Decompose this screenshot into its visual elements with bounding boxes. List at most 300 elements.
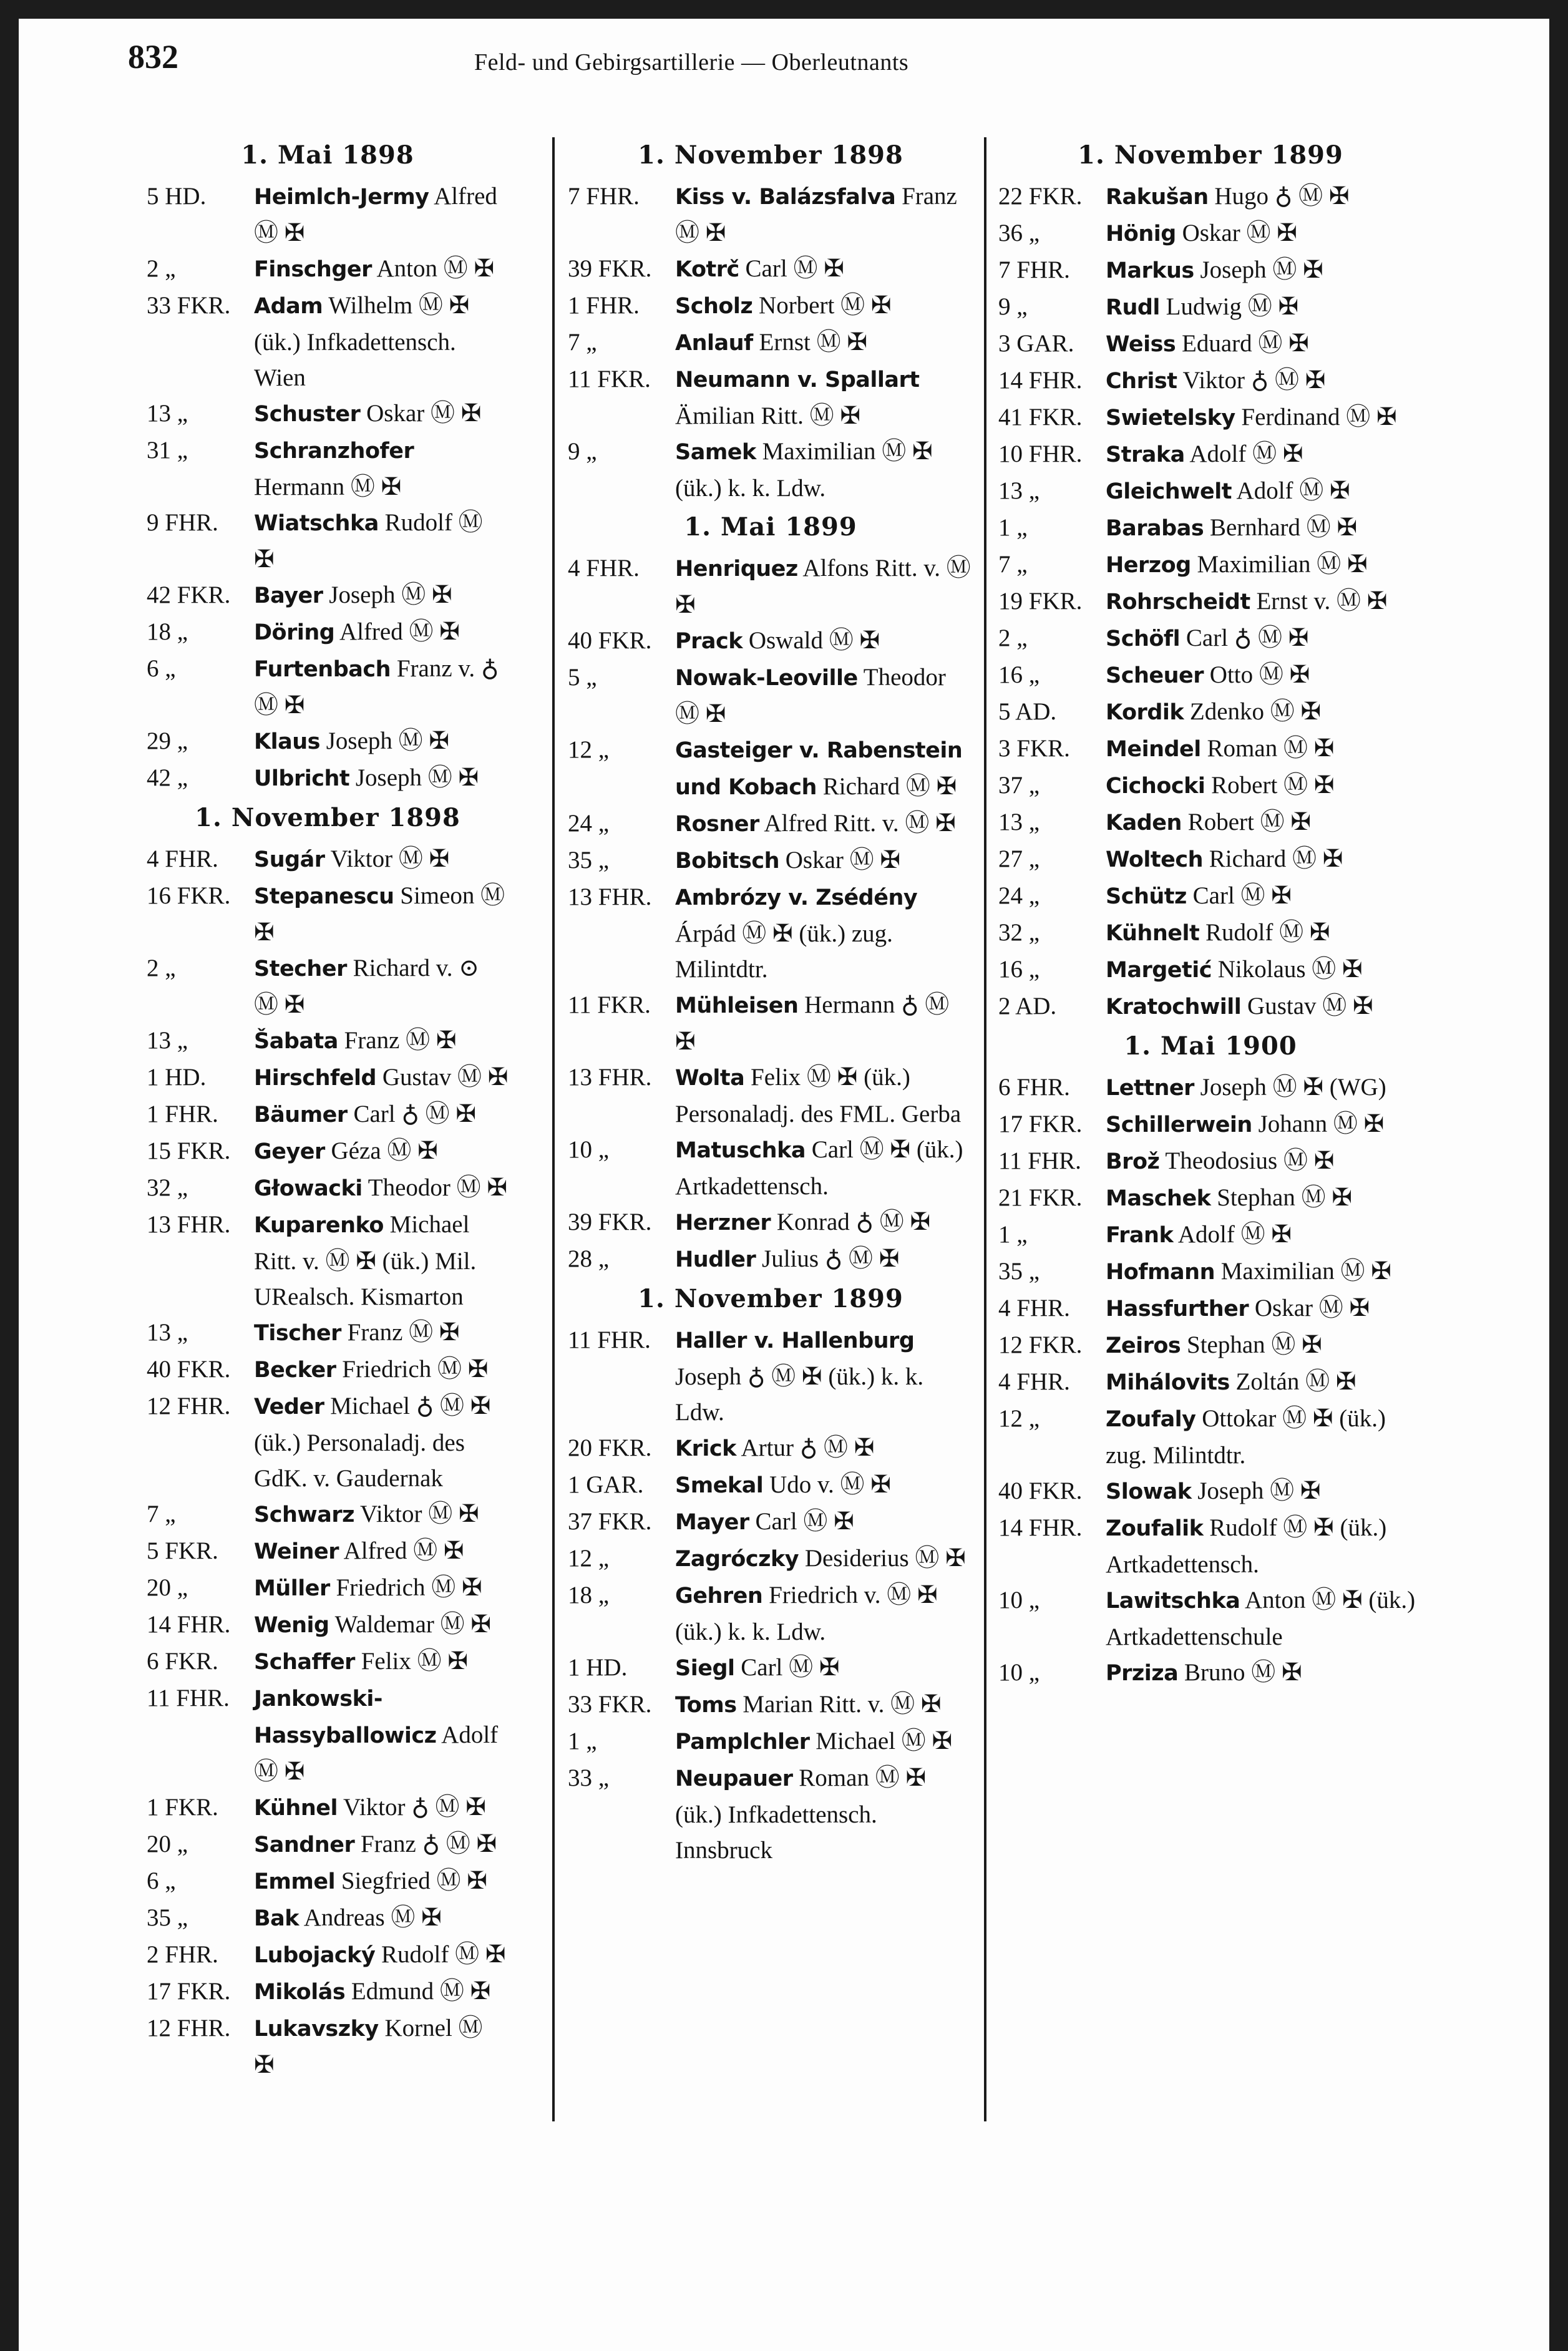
regiment-number: 1 „ bbox=[998, 514, 1028, 541]
officer-details: Artur ♁ Ⓜ ✠ bbox=[741, 1434, 875, 1461]
officer-surname: Scholz bbox=[675, 294, 753, 319]
regiment-number: 6 „ bbox=[147, 1867, 176, 1894]
officer-entry bbox=[998, 178, 1423, 215]
officer-details: Julius ♁ Ⓜ ✠ bbox=[762, 1245, 900, 1272]
officer-surname: Heimlch-Jermy bbox=[254, 185, 429, 210]
regiment-number: 13 FHR. bbox=[568, 883, 652, 910]
officer-entry bbox=[568, 361, 973, 434]
officer-entry bbox=[998, 473, 1423, 510]
regiment-number: 42 FKR. bbox=[147, 582, 231, 608]
officer-details: Hugo ♁ Ⓜ ✠ bbox=[1214, 183, 1350, 210]
officer-entry bbox=[147, 1059, 509, 1096]
officer-entry bbox=[568, 842, 973, 879]
section-heading: 1. November 1898 bbox=[195, 803, 460, 832]
officer-surname: Šabata bbox=[254, 1029, 338, 1054]
officer-details: Alfons Ritt. v. Ⓜ ✠ bbox=[675, 555, 971, 618]
officer-surname: Hönig bbox=[1106, 221, 1176, 246]
regiment-number: 2 „ bbox=[998, 625, 1028, 651]
officer-surname: Lubojacký bbox=[254, 1943, 376, 1968]
regiment-number: 7 FHR. bbox=[998, 256, 1070, 283]
regiment-number: 40 FKR. bbox=[568, 627, 652, 654]
regiment-number: 1 FKR. bbox=[147, 1794, 218, 1821]
regiment-number: 1 GAR. bbox=[568, 1471, 644, 1498]
regiment-number: 4 FHR. bbox=[998, 1368, 1070, 1395]
officer-surname: Herzner bbox=[675, 1210, 771, 1235]
officer-details: Wilhelm Ⓜ ✠ (ük.) Infkadettensch. Wien bbox=[254, 292, 470, 391]
regiment-number: 35 „ bbox=[147, 1904, 188, 1931]
officer-details: Carl ♁ Ⓜ ✠ bbox=[1186, 625, 1309, 651]
regiment-number: 7 FHR. bbox=[568, 183, 640, 210]
officer-surname: Prziza bbox=[1106, 1661, 1179, 1686]
officer-surname: Klaus bbox=[254, 729, 320, 754]
officer-surname: Woltech bbox=[1106, 847, 1204, 872]
officer-details: Adolf Ⓜ ✠ bbox=[1177, 1221, 1292, 1248]
regiment-number: 7 „ bbox=[998, 551, 1028, 578]
officer-details: Carl Ⓜ ✠ bbox=[1192, 882, 1292, 909]
officer-details: Friedrich Ⓜ ✠ bbox=[342, 1356, 489, 1383]
regiment-number: 4 FHR. bbox=[147, 845, 218, 872]
officer-details: Konrad ♁ Ⓜ ✠ bbox=[776, 1209, 931, 1235]
officer-surname: Kotrč bbox=[675, 257, 739, 282]
regiment-number: 9 „ bbox=[568, 438, 597, 465]
regiment-number: 16 „ bbox=[998, 661, 1040, 688]
officer-entry bbox=[568, 1504, 973, 1541]
officer-entry bbox=[568, 1204, 973, 1241]
regiment-number: 1 „ bbox=[998, 1221, 1028, 1248]
officer-surname: Kaden bbox=[1106, 810, 1182, 835]
column-divider bbox=[984, 137, 986, 2121]
officer-surname: Weiss bbox=[1106, 332, 1176, 357]
regiment-number: 11 FKR. bbox=[568, 366, 651, 392]
officer-entry bbox=[998, 363, 1423, 399]
officer-entry bbox=[998, 1069, 1423, 1106]
officer-entry bbox=[998, 620, 1423, 657]
officer-details: Oswald Ⓜ ✠ bbox=[748, 627, 880, 654]
regiment-number: 3 GAR. bbox=[998, 330, 1074, 357]
officer-surname: Finschger bbox=[254, 257, 372, 282]
officer-details: Adolf Ⓜ ✠ bbox=[1236, 477, 1350, 504]
officer-details: Richard Ⓜ ✠ bbox=[1209, 845, 1343, 872]
regiment-number: 2 AD. bbox=[998, 993, 1057, 1020]
officer-surname: Kuparenko bbox=[254, 1213, 384, 1238]
officer-surname: Prack bbox=[675, 629, 743, 654]
officer-details: Viktor Ⓜ ✠ bbox=[360, 1501, 479, 1527]
regiment-number: 13 „ bbox=[147, 400, 188, 427]
regiment-number: 39 FKR. bbox=[568, 255, 652, 282]
regiment-number: 13 „ bbox=[998, 477, 1040, 504]
officer-details: Anton Ⓜ ✠ bbox=[376, 255, 495, 282]
regiment-number: 15 FKR. bbox=[147, 1137, 231, 1164]
column-divider bbox=[552, 137, 555, 2121]
regiment-number: 4 FHR. bbox=[998, 1295, 1070, 1322]
officer-entry bbox=[147, 1789, 509, 1826]
officer-details: Ämilian Ritt. Ⓜ ✠ bbox=[675, 402, 861, 429]
officer-details: Oskar Ⓜ ✠ bbox=[785, 847, 901, 874]
officer-entry bbox=[147, 1937, 509, 1974]
officer-details: Carl Ⓜ ✠ (ük.) Artkadettensch. bbox=[675, 1136, 963, 1200]
officer-surname: Anlauf bbox=[675, 331, 753, 356]
regiment-number: 12 „ bbox=[998, 1405, 1040, 1432]
officer-entry bbox=[568, 1577, 973, 1650]
officer-surname: Tischer bbox=[254, 1321, 341, 1346]
officer-details: Ottokar Ⓜ ✠ (ük.) zug. Milintdtr. bbox=[1106, 1405, 1386, 1469]
regiment-number: 28 „ bbox=[568, 1245, 610, 1272]
officer-surname: Samek bbox=[675, 440, 756, 465]
officer-details: Oskar Ⓜ ✠ bbox=[1254, 1295, 1370, 1322]
officer-details: Joseph Ⓜ ✠ bbox=[355, 764, 479, 791]
officer-surname: Nowak-Leoville bbox=[675, 666, 858, 691]
officer-surname: Smekal bbox=[675, 1473, 764, 1498]
officer-details: Norbert Ⓜ ✠ bbox=[759, 292, 892, 319]
officer-details: Rudolf Ⓜ ✠ bbox=[381, 1941, 506, 1968]
officer-details: Johann Ⓜ ✠ bbox=[1258, 1111, 1385, 1137]
officer-surname: Gleichwelt bbox=[1106, 479, 1232, 504]
regiment-number: 2 „ bbox=[147, 255, 176, 282]
officer-surname: Bobitsch bbox=[675, 849, 780, 874]
officer-surname: Pamplchler bbox=[675, 1730, 810, 1755]
officer-details: Roman Ⓜ ✠ bbox=[1207, 735, 1335, 762]
regiment-number: 36 „ bbox=[998, 220, 1040, 246]
column-2 bbox=[568, 134, 973, 1868]
regiment-number: 27 „ bbox=[998, 845, 1040, 872]
officer-entry bbox=[147, 1096, 509, 1133]
officer-details: Desiderius Ⓜ ✠ bbox=[804, 1545, 966, 1572]
regiment-number: 1 FHR. bbox=[568, 292, 640, 319]
officer-entry bbox=[568, 1541, 973, 1577]
officer-surname: Becker bbox=[254, 1358, 336, 1383]
regiment-number: 37 „ bbox=[998, 772, 1040, 799]
officer-surname: Henriquez bbox=[675, 557, 798, 582]
officer-surname: Kühnel bbox=[254, 1796, 338, 1821]
officer-surname: Adam bbox=[254, 294, 323, 319]
officer-details: Franz ♁ Ⓜ ✠ bbox=[360, 1831, 497, 1857]
officer-surname: Matuschka bbox=[675, 1138, 806, 1163]
officer-entry bbox=[568, 178, 973, 251]
officer-entry bbox=[568, 1687, 973, 1723]
scan-border-top bbox=[0, 0, 1568, 19]
officer-surname: Kiss v. Balázsfalva bbox=[675, 185, 896, 210]
officer-details: Géza Ⓜ ✠ bbox=[331, 1137, 438, 1164]
officer-surname: Maschek bbox=[1106, 1186, 1211, 1211]
running-head: Feld- und Gebirgsartillerie — Oberleutnants bbox=[474, 49, 909, 75]
officer-details: Robert Ⓜ ✠ bbox=[1187, 809, 1312, 835]
officer-details: Michael ♁ Ⓜ ✠ (ük.) Personaladj. des GdK. v. Gaudernak bbox=[254, 1393, 491, 1492]
officer-entry bbox=[998, 510, 1423, 547]
officer-surname: Hirschfeld bbox=[254, 1066, 377, 1091]
regiment-number: 33 „ bbox=[568, 1764, 610, 1791]
officer-details: Gustav Ⓜ ✠ bbox=[382, 1064, 509, 1091]
officer-details: Rudolf Ⓜ ✠ bbox=[254, 509, 483, 573]
officer-entry bbox=[998, 767, 1423, 804]
officer-entry bbox=[998, 1655, 1423, 1691]
officer-surname: Mühleisen bbox=[675, 993, 799, 1018]
officer-entry bbox=[147, 1388, 509, 1496]
officer-entry bbox=[568, 324, 973, 361]
regiment-number: 19 FKR. bbox=[998, 588, 1083, 615]
officer-details: Theodor Ⓜ ✠ bbox=[675, 664, 946, 728]
officer-surname: Mikolás bbox=[254, 1980, 346, 2005]
officer-surname: Sugár bbox=[254, 847, 325, 872]
regiment-number: 11 FHR. bbox=[147, 1685, 230, 1711]
section-heading: 1. November 1899 bbox=[638, 1284, 903, 1313]
officer-surname: Lukavszky bbox=[254, 2017, 379, 2042]
officer-details: Stephan Ⓜ ✠ bbox=[1217, 1184, 1353, 1211]
officer-surname: Bak bbox=[254, 1906, 299, 1931]
regiment-number: 12 FHR. bbox=[147, 1393, 231, 1419]
officer-entry bbox=[568, 1132, 973, 1204]
scan-border-right bbox=[1549, 0, 1568, 2351]
officer-details: Kornel Ⓜ ✠ bbox=[254, 2015, 483, 2078]
regiment-number: 42 „ bbox=[147, 764, 188, 791]
officer-details: Rudolf Ⓜ ✠ (ük.) Artkadettensch. bbox=[1106, 1514, 1387, 1578]
officer-surname: Ambrózy v. Zsédény bbox=[675, 885, 918, 910]
regiment-number: 40 FKR. bbox=[147, 1356, 231, 1383]
officer-details: Hermann ♁ Ⓜ ✠ bbox=[675, 991, 950, 1055]
officer-details: Friedrich v. Ⓜ ✠ (ük.) k. k. Ldw. bbox=[675, 1582, 938, 1645]
column-3 bbox=[998, 134, 1423, 1691]
officer-entry bbox=[998, 1217, 1423, 1253]
regiment-number: 6 FKR. bbox=[147, 1648, 218, 1675]
officer-details: Maximilian Ⓜ ✠ bbox=[1197, 551, 1368, 578]
officer-surname: Margetić bbox=[1106, 958, 1212, 983]
officer-entry bbox=[568, 251, 973, 288]
regiment-number: 7 „ bbox=[147, 1501, 176, 1527]
officer-surname: Stepanescu bbox=[254, 884, 394, 909]
regiment-number: 10 FHR. bbox=[998, 441, 1083, 467]
regiment-number: 2 FHR. bbox=[147, 1941, 218, 1968]
officer-details: Viktor ♁ Ⓜ ✠ bbox=[343, 1794, 486, 1821]
officer-entry bbox=[147, 1533, 509, 1570]
officer-surname: Gasteiger v. Rabenstein und Kobach bbox=[675, 738, 963, 800]
officer-details: Richard Ⓜ ✠ bbox=[822, 773, 957, 800]
officer-details: Ernst v. Ⓜ ✠ bbox=[1256, 588, 1388, 615]
officer-entry bbox=[147, 760, 509, 797]
officer-entry bbox=[147, 1826, 509, 1863]
officer-details: Adolf Ⓜ ✠ bbox=[254, 1721, 499, 1785]
officer-entry bbox=[568, 434, 973, 506]
officer-details: Roman Ⓜ ✠ (ük.) Infkadettensch. Innsbruck bbox=[675, 1764, 927, 1864]
officer-entry bbox=[147, 1570, 509, 1607]
officer-entry bbox=[998, 694, 1423, 731]
officer-entry bbox=[147, 1133, 509, 1170]
officer-entry bbox=[998, 289, 1423, 326]
officer-details: Zdenko Ⓜ ✠ bbox=[1189, 698, 1322, 725]
officer-entry bbox=[147, 1974, 509, 2010]
officer-details: Edmund Ⓜ ✠ bbox=[351, 1978, 491, 2005]
regiment-number: 13 FHR. bbox=[147, 1211, 231, 1238]
officer-surname: Veder bbox=[254, 1395, 324, 1419]
officer-details: Waldemar Ⓜ ✠ bbox=[334, 1611, 492, 1638]
officer-details: Michael Ⓜ ✠ bbox=[816, 1728, 953, 1755]
officer-entry bbox=[998, 915, 1423, 952]
regiment-number: 10 „ bbox=[568, 1136, 610, 1163]
regiment-number: 9 FHR. bbox=[147, 509, 218, 536]
officer-details: Alfred Ritt. v. Ⓜ ✠ bbox=[764, 810, 956, 837]
officer-entry bbox=[998, 1180, 1423, 1217]
officer-details: Ernst Ⓜ ✠ bbox=[759, 329, 868, 356]
officer-entry bbox=[568, 987, 973, 1059]
officer-surname: Neumann v. Spallart bbox=[675, 367, 920, 392]
officer-entry bbox=[568, 1650, 973, 1687]
officer-entry bbox=[998, 326, 1423, 363]
officer-entry bbox=[147, 1643, 509, 1680]
regiment-number: 6 FHR. bbox=[998, 1074, 1070, 1101]
officer-details: Franz Ⓜ ✠ bbox=[675, 183, 957, 246]
officer-surname: Mayer bbox=[675, 1510, 749, 1535]
officer-entry bbox=[998, 583, 1423, 620]
regiment-number: 13 FHR. bbox=[568, 1064, 652, 1091]
officer-details: Anton Ⓜ ✠ (ük.) Artkadettenschule bbox=[1106, 1587, 1416, 1650]
officer-surname: Rakušan bbox=[1106, 185, 1209, 210]
regiment-number: 12 „ bbox=[568, 1545, 610, 1572]
officer-entry bbox=[147, 614, 509, 651]
regiment-number: 5 AD. bbox=[998, 698, 1057, 725]
regiment-number: 11 FKR. bbox=[568, 991, 651, 1018]
officer-entry bbox=[147, 432, 509, 505]
regiment-number: 13 „ bbox=[147, 1319, 188, 1346]
officer-surname: Krick bbox=[675, 1436, 736, 1461]
officer-entry bbox=[147, 1863, 509, 1900]
officer-entry bbox=[147, 505, 509, 577]
officer-surname: Schöfl bbox=[1106, 626, 1181, 651]
regiment-number: 24 „ bbox=[998, 882, 1040, 909]
regiment-number: 13 „ bbox=[147, 1027, 188, 1054]
officer-entry bbox=[568, 1723, 973, 1760]
officer-details: Carl Ⓜ ✠ bbox=[755, 1508, 854, 1535]
officer-details: Siegfried Ⓜ ✠ bbox=[341, 1867, 487, 1894]
officer-details: Bernhard Ⓜ ✠ bbox=[1209, 514, 1358, 541]
officer-details: Carl Ⓜ ✠ bbox=[741, 1654, 840, 1681]
officer-surname: Meindel bbox=[1106, 737, 1201, 762]
officer-entry bbox=[998, 657, 1423, 694]
regiment-number: 32 „ bbox=[147, 1174, 188, 1201]
officer-entry bbox=[147, 1496, 509, 1533]
regiment-number: 16 FKR. bbox=[147, 882, 231, 909]
officer-details: Hermann Ⓜ ✠ bbox=[254, 474, 402, 500]
officer-details: Richard v. ⊙ Ⓜ ✠ bbox=[254, 955, 479, 1018]
officer-details: Franz Ⓜ ✠ bbox=[347, 1319, 460, 1346]
officer-details: Oskar Ⓜ ✠ bbox=[366, 400, 482, 427]
officer-entry bbox=[998, 1290, 1423, 1327]
officer-entry bbox=[998, 1364, 1423, 1401]
officer-surname: Wenig bbox=[254, 1613, 329, 1638]
officer-surname: Christ bbox=[1106, 369, 1177, 394]
officer-details: Joseph ♁ Ⓜ ✠ (ük.) k. k. Ldw. bbox=[675, 1363, 924, 1426]
officer-details: Joseph Ⓜ ✠ bbox=[1200, 256, 1323, 283]
officer-entry bbox=[147, 1607, 509, 1643]
officer-entry bbox=[998, 1106, 1423, 1143]
officer-surname: Toms bbox=[675, 1693, 737, 1718]
regiment-number: 40 FKR. bbox=[998, 1477, 1083, 1504]
officer-entry bbox=[568, 1760, 973, 1868]
officer-details: Maximilian Ⓜ ✠ bbox=[1220, 1258, 1391, 1285]
regiment-number: 5 „ bbox=[568, 664, 597, 691]
regiment-number: 9 „ bbox=[998, 293, 1028, 320]
officer-entry bbox=[998, 1510, 1423, 1582]
section-heading: 1. November 1898 bbox=[638, 140, 903, 170]
officer-surname: Haller v. Hallenburg bbox=[675, 1328, 915, 1353]
officer-surname: Głowacki bbox=[254, 1176, 363, 1201]
officer-surname: Döring bbox=[254, 620, 335, 645]
officer-entry bbox=[998, 1582, 1423, 1655]
officer-surname: Schaffer bbox=[254, 1650, 355, 1675]
page-number: 832 bbox=[128, 38, 178, 75]
regiment-number: 18 „ bbox=[568, 1582, 610, 1609]
officer-details: Alfred Ⓜ ✠ bbox=[254, 183, 497, 246]
officer-details: Joseph Ⓜ ✠ bbox=[326, 728, 450, 754]
officer-entry bbox=[998, 547, 1423, 583]
officer-entry bbox=[568, 1322, 973, 1430]
officer-entry bbox=[147, 878, 509, 950]
officer-entry bbox=[147, 1023, 509, 1059]
officer-entry bbox=[568, 1241, 973, 1278]
regiment-number: 14 FHR. bbox=[998, 1514, 1083, 1541]
regiment-number: 22 FKR. bbox=[998, 183, 1083, 210]
regiment-number: 21 FKR. bbox=[998, 1184, 1083, 1211]
officer-entry bbox=[568, 623, 973, 660]
officer-entry bbox=[568, 806, 973, 842]
officer-entry bbox=[147, 1680, 509, 1789]
officer-surname: Cichocki bbox=[1106, 774, 1205, 799]
officer-surname: Zeiros bbox=[1106, 1333, 1181, 1358]
officer-details: Rudolf Ⓜ ✠ bbox=[1205, 919, 1330, 946]
regiment-number: 1 FHR. bbox=[147, 1101, 218, 1127]
officer-entry bbox=[147, 2010, 509, 2083]
officer-entry bbox=[147, 1207, 509, 1315]
officer-details: Oskar Ⓜ ✠ bbox=[1182, 220, 1297, 246]
officer-entry bbox=[568, 550, 973, 623]
officer-entry bbox=[568, 288, 973, 324]
regiment-number: 12 „ bbox=[568, 736, 610, 763]
officer-details: Friedrich Ⓜ ✠ bbox=[336, 1574, 482, 1601]
regiment-number: 35 „ bbox=[998, 1258, 1040, 1285]
officer-surname: Zoufaly bbox=[1106, 1407, 1196, 1432]
officer-surname: Mihálovits bbox=[1106, 1370, 1230, 1395]
regiment-number: 20 „ bbox=[147, 1574, 188, 1601]
officer-entry bbox=[147, 288, 509, 396]
officer-details: Franz Ⓜ ✠ bbox=[344, 1027, 457, 1054]
officer-entry bbox=[568, 1059, 973, 1132]
officer-entry bbox=[998, 1327, 1423, 1364]
regiment-number: 6 „ bbox=[147, 655, 176, 682]
officer-surname: Rohrscheidt bbox=[1106, 590, 1250, 615]
officer-details: Joseph Ⓜ ✠ bbox=[1197, 1477, 1321, 1504]
officer-details: Theodosius Ⓜ ✠ bbox=[1165, 1147, 1335, 1174]
officer-surname: Barabas bbox=[1106, 516, 1204, 541]
officer-entry bbox=[147, 1351, 509, 1388]
regiment-number: 39 FKR. bbox=[568, 1209, 652, 1235]
officer-details: Gustav Ⓜ ✠ bbox=[1247, 993, 1373, 1020]
column-1 bbox=[147, 134, 509, 2083]
officer-entry bbox=[998, 731, 1423, 767]
officer-surname: Müller bbox=[254, 1576, 330, 1601]
officer-details: Viktor Ⓜ ✠ bbox=[330, 845, 450, 872]
officer-entry bbox=[998, 436, 1423, 473]
regiment-number: 35 „ bbox=[568, 847, 610, 874]
officer-surname: Ulbricht bbox=[254, 766, 350, 791]
officer-surname: Gehren bbox=[675, 1584, 763, 1609]
regiment-number: 5 FKR. bbox=[147, 1537, 218, 1564]
officer-surname: Lawitschka bbox=[1106, 1589, 1240, 1614]
officer-entry bbox=[568, 1467, 973, 1504]
regiment-number: 17 FKR. bbox=[998, 1111, 1083, 1137]
officer-details: Andreas Ⓜ ✠ bbox=[303, 1904, 442, 1931]
regiment-number: 14 FHR. bbox=[998, 367, 1083, 394]
officer-surname: Schwarz bbox=[254, 1502, 354, 1527]
officer-surname: Neupauer bbox=[675, 1766, 793, 1791]
officer-details: Felix Ⓜ ✠ bbox=[361, 1648, 469, 1675]
officer-surname: Schuster bbox=[254, 402, 361, 427]
